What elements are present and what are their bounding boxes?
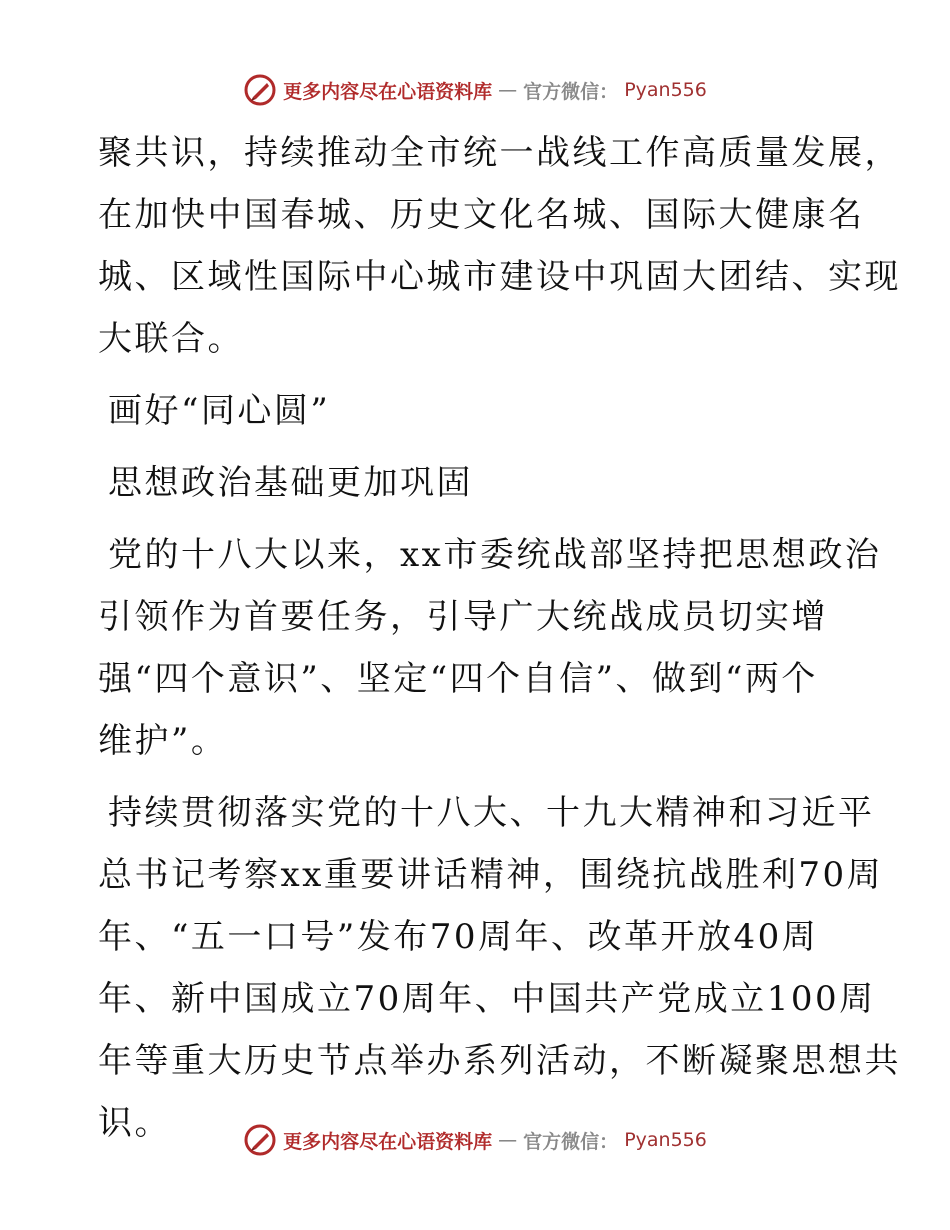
text-line: 年等重大历史节点举办系列活动，不断凝聚思想共 [98, 1041, 901, 1081]
text-line: 大联合。 [98, 319, 244, 359]
paragraph-1 [98, 122, 901, 370]
text-line: 年、新中国成立70周年、中国共产党成立100周 [98, 979, 876, 1019]
watermark-site-text: 更多内容尽在心语资料库 [283, 1130, 493, 1153]
footer-watermark [0, 1120, 950, 1160]
text-line: 引领作为首要任务，引导广大统战成员切实增 [98, 597, 828, 637]
text-line: 总书记考察xx重要讲话精神，围绕抗战胜利70周 [98, 855, 884, 895]
watermark-dash: — [498, 79, 518, 101]
text-line: 画好“同心圆” [108, 391, 331, 431]
text-line: 聚共识，持续推动全市统一战线工作高质量发展， [98, 133, 901, 173]
header-watermark [0, 70, 950, 110]
text-line: 维护”。 [98, 721, 228, 761]
text-line: 强“四个意识”、坚定“四个自信”、做到“两个 [98, 659, 818, 699]
text-line: 识。 [98, 1103, 171, 1143]
text-line: 持续贯彻落实党的十八大、十九大精神和习近平 [108, 793, 875, 833]
quill-pen-logo-icon [243, 73, 277, 107]
text-line: 年、“五一口号”发布70周年、改革开放40周 [98, 917, 819, 957]
watermark-account-id: Pyan556 [624, 79, 707, 101]
quill-pen-logo-icon [243, 1123, 277, 1157]
watermark-official-text: 官方微信： [523, 1130, 619, 1153]
text-line: 在加快中国春城、历史文化名城、国际大健康名 [98, 195, 865, 235]
document-body [98, 122, 901, 1164]
watermark-official-text: 官方微信： [523, 80, 619, 103]
text-line: 城、区域性国际中心城市建设中巩固大团结、实现 [98, 257, 901, 297]
paragraph-3 [98, 782, 901, 1154]
section-heading-2 [98, 452, 858, 514]
watermark-site-text: 更多内容尽在心语资料库 [283, 80, 493, 103]
paragraph-2 [98, 524, 882, 772]
text-line: 思想政治基础更加巩固 [108, 463, 473, 503]
watermark-dash: — [498, 1129, 518, 1151]
text-line: 党的十八大以来，xx市委统战部坚持把思想政治 [108, 535, 882, 575]
section-heading-1 [98, 380, 858, 442]
watermark-account-id: Pyan556 [624, 1129, 707, 1151]
